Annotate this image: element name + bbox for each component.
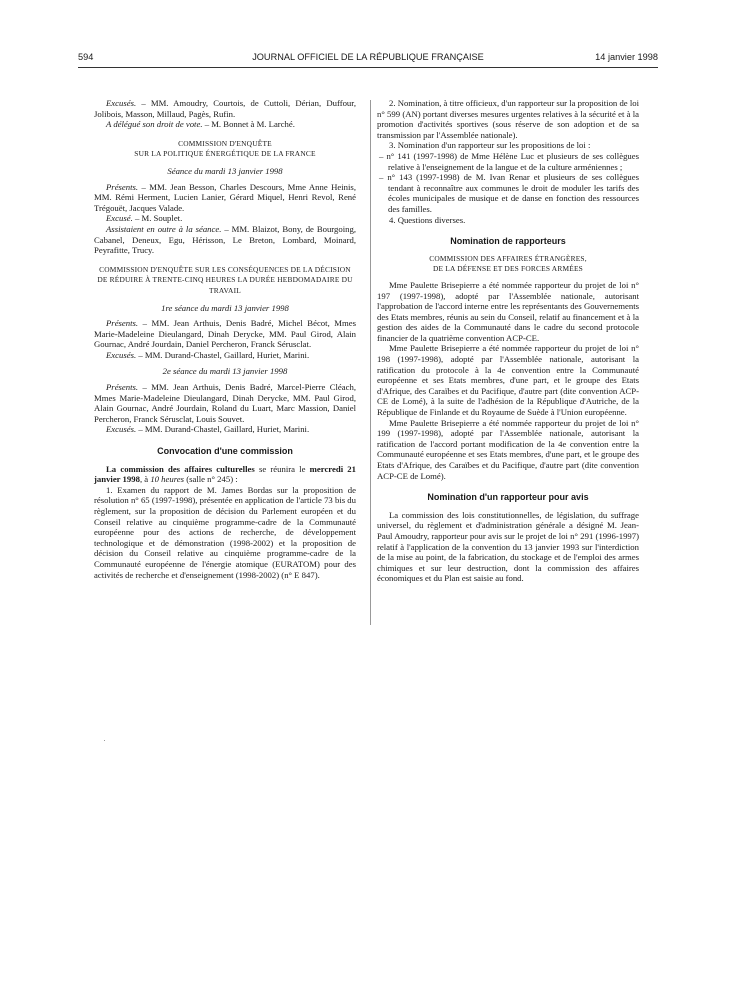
issue-date: 14 janvier 1998	[595, 52, 658, 62]
agenda-item-1: 1. Examen du rapport de M. James Bordas sur la proposition de résolution n° 65 (1997-1998), présentée en application de l'article 73 bis du règlement, sur la proposition de décision du Parlement européen et du Conseil relative au cinquième programme-cadre de la Communauté européenne pour des actions de recherche, de développement technologique et de démonstration (1998-2002) et la proposition de décision du Conseil relative au cinquième programme-cadre de la Communauté européenne de l'énergie atomique (EURATOM) pour des activités de recherche et d'enseignement (1998-2002) (n° E 847).	[94, 484, 356, 580]
nomination-paragraph-1: Mme Paulette Brisepierre a été nommée rapporteur du projet de loi n° 197 (1997-1998), adopté par l'Assemblée nationale, autorisant l'approbation de l'accord interne entre les représentants des Gouvernements des Etats membres, réunis au sein du Conseil, relatif au financement et à la gestion des aides de la Communauté dans le cadre du second protocole financier de la quatrième convention ACP-CE.	[377, 279, 639, 343]
convocation-heading: Convocation d'une commission	[157, 446, 293, 457]
column-divider	[370, 100, 371, 625]
convocation-time: 10 heures	[150, 474, 185, 485]
seance1-heading: 1re séance du mardi 13 janvier 1998	[161, 302, 289, 313]
nomination-heading: Nomination de rapporteurs	[450, 236, 566, 247]
excuse-label: Excusé.	[106, 213, 133, 224]
nomination-paragraph-2: Mme Paulette Brisepierre a été nommée rapporteur du projet de loi n° 198 (1997-1998), adopté par l'Assemblée nationale, autorisant la ratification du protocole à la 4e convention entre la Communauté européenne et ses Etats membres, d'une part, et le groupe des Etats d'Afrique, des Caraïbes et du Pacifique, d'autre part (dite convention ACP-CE de Lomé), à la suite de l'adhésion de la République d'Autriche, de la République de Finlande et du Royaume de Suède à l'Union européenne.	[377, 343, 639, 418]
excuses-label: Excusés.	[106, 98, 137, 108]
delegation-label: A délégué son droit de vote.	[106, 119, 203, 130]
header-rule	[78, 67, 658, 68]
convocation-intro	[94, 464, 356, 485]
excuse-text: – M. Souplet.	[132, 213, 183, 224]
presents2-label: Présents.	[106, 382, 139, 393]
convocation-commission: La commission des affaires culturelles	[106, 463, 255, 474]
excuses2-text: – MM. Durand-Chastel, Gaillard, Huriet, Marini.	[136, 424, 310, 435]
delegation-paragraph	[94, 119, 356, 130]
convocation-room: (salle n° 245) :	[184, 474, 238, 485]
margin-mark	[104, 740, 105, 741]
excuse-paragraph	[94, 213, 356, 224]
presents1-label: Présents.	[106, 318, 139, 329]
commission-foreign-title-1: COMMISSION DES AFFAIRES ÉTRANGÈRES,	[429, 253, 587, 263]
excuses1-text: – MM. Durand-Chastel, Gaillard, Huriet, Marini.	[136, 349, 310, 360]
convocation-intro-text-2: , à	[139, 474, 151, 485]
commission-35h-title: COMMISSION D'ENQUÊTE SUR LES CONSÉQUENCES DE LA DÉCISION DE RÉDUIRE À TRENTE-CINQ HEURES LA DURÉE HEBDOMADAIRE DU TRAVAIL	[97, 264, 353, 295]
presents-text: – MM. Jean Besson, Charles Descours, Mme Anne Heinis, MM. Rémi Herment, Lucien Lanier, Gérard Miquel, Henri Revol, René Trégouët, Jacques Valade.	[94, 181, 356, 213]
avis-heading: Nomination d'un rapporteur pour avis	[427, 492, 589, 503]
page-number: 594	[78, 52, 94, 62]
convocation-intro-text: se réunira le	[254, 463, 310, 474]
presents-label: Présents.	[106, 181, 139, 192]
presents1-paragraph	[94, 318, 356, 350]
presents1-text: – MM. Jean Arthuis, Denis Badré, Michel Bécot, Mmes Marie-Madeleine Dieulangard, Dinah Derycke, MM. Paul Girod, Alain Gournac, André Jourdain, Daniel Percheron, Franck Sérusclat.	[94, 318, 356, 350]
excuses-text: – MM. Amoudry, Courtois, de Cuttoli, Dérian, Duffour, Jolibois, Masson, Millaud, Pagès, Rufin.	[94, 98, 356, 119]
assistaient-text: – MM. Blaizot, Bony, de Bourgoing, Cabanel, Deneux, Egu, Hérisson, Le Breton, Lombard, Moinard, Peyrafitte, Trucy.	[94, 223, 356, 256]
presents-paragraph	[94, 182, 356, 214]
seance2-heading: 2e séance du mardi 13 janvier 1998	[162, 366, 288, 377]
journal-title: JOURNAL OFFICIEL DE LA RÉPUBLIQUE FRANÇAISE	[252, 52, 484, 62]
excuses1-label: Excusés.	[106, 349, 137, 360]
agenda-item-3b: – n° 143 (1997-1998) de M. Ivan Renar et plusieurs de ses collègues tendant à reconnaître aux communes le droit de moduler les tarifs des écoles municipales de musique et de danse en fonction des ressources des familles.	[379, 172, 639, 214]
agenda-item-2: 2. Nomination, à titre officieux, d'un rapporteur sur la proposition de loi n° 599 (AN) portant diverses mesures urgentes relatives à la sécurité et à la promotion d'activités sportives (sous réserve de son adoption et de sa transmission par l'Assemblée nationale).	[377, 98, 639, 140]
left-column	[94, 98, 356, 580]
commission-energy-title-2: SUR LA POLITIQUE ÉNERGÉTIQUE DE LA FRANCE	[134, 149, 316, 159]
excuses2-label: Excusés.	[106, 424, 137, 435]
presents2-text: – MM. Jean Arthuis, Denis Badré, Marcel-Pierre Cléach, Mmes Marie-Madeleine Dieulangard, Dinah Derycke, MM. Paul Girod, Alain Gournac, André Jourdain, Roland du Luart, Marc Massion, Daniel Percheron, Franck Sérusclat, Louis Souvet.	[94, 382, 356, 424]
excuses-paragraph	[94, 98, 356, 119]
agenda-item-3a: – n° 141 (1997-1998) de Mme Hélène Luc et plusieurs de ses collègues relative à l'enseignement de la langue et de la culture arméniennes ;	[379, 150, 639, 172]
commission-energy-title-1: COMMISSION D'ENQUÊTE	[178, 138, 272, 148]
convocation-date: mercredi 21 janvier 1998	[94, 463, 356, 485]
agenda-item-4: 4. Questions diverses.	[389, 214, 466, 225]
seance-heading: Séance du mardi 13 janvier 1998	[167, 165, 283, 176]
delegation-text: – M. Bonnet à M. Larché.	[202, 119, 295, 130]
assistaient-label: Assistaient en outre à la séance.	[106, 223, 222, 234]
agenda-item-3: 3. Nomination d'un rapporteur sur les propositions de loi :	[389, 140, 591, 151]
right-column	[377, 98, 639, 584]
avis-paragraph: La commission des lois constitutionnelles, de législation, du suffrage universel, du règlement et d'administration générale a désigné M. Jean-Paul Amoudry, rapporteur pour avis sur le projet de loi n° 291 (1996-1997) relatif à l'application de la convention du 13 janvier 1993 sur l'interdiction de la mise au point, de la fabrication, du stockage et de l'emploi des armes chimiques et sur leur destruction, dont la commission des affaires économiques et du Plan est saisie au fond.	[377, 509, 639, 584]
page-header	[78, 52, 658, 66]
excuses1-paragraph	[94, 350, 356, 361]
nomination-paragraph-3: Mme Paulette Brisepierre a été nommée rapporteur du projet de loi n° 199 (1997-1998), adopté par l'Assemblée nationale, autorisant la ratification de l'accord portant modification de la 4e convention entre la Communauté européenne et ses Etats membres, d'une part, et le groupe des Etats d'Afrique, des Caraïbes et du Pacifique, d'autre part (dite convention ACP-CE de Lomé).	[377, 417, 639, 481]
presents2-paragraph	[94, 382, 356, 424]
excuses2-paragraph	[94, 424, 356, 435]
commission-foreign-title-2: DE LA DÉFENSE ET DES FORCES ARMÉES	[433, 264, 583, 274]
assistaient-paragraph	[94, 224, 356, 256]
